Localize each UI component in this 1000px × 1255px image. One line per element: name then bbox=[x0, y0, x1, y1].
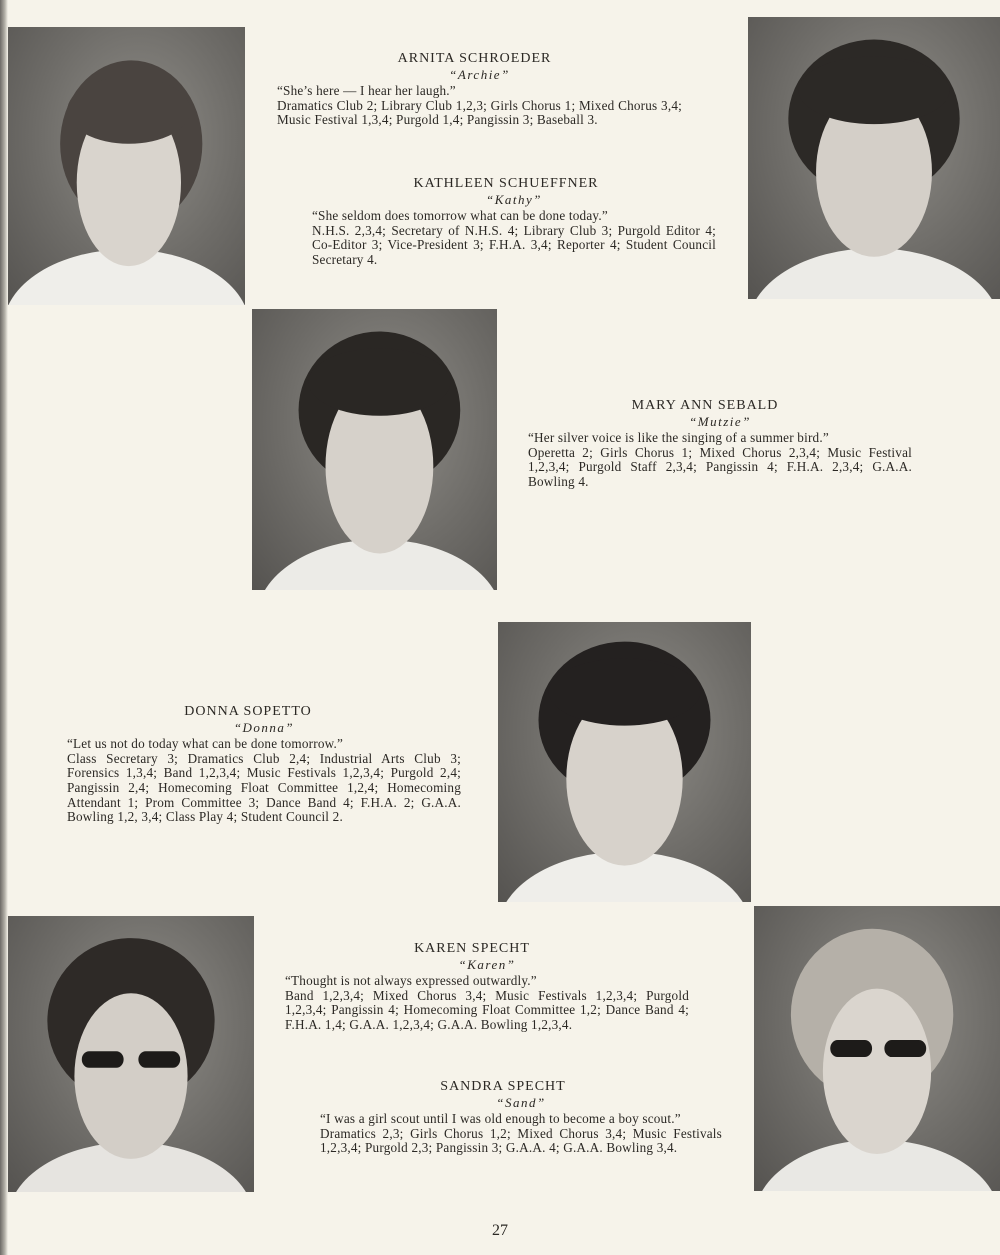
student-bio bbox=[320, 1080, 722, 1156]
student-bio bbox=[67, 705, 461, 825]
student-name: SANDRA SPECHT bbox=[440, 1079, 566, 1094]
student-bio bbox=[312, 177, 716, 268]
page-binding-edge bbox=[0, 0, 8, 1255]
student-nickname: “Mutzie” bbox=[689, 413, 751, 429]
page-number: 27 bbox=[492, 1222, 508, 1239]
student-quote: “She seldom does tomorrow what can be done today.” bbox=[312, 208, 608, 224]
student-nickname: “Archie” bbox=[449, 66, 510, 82]
portrait-photo bbox=[252, 309, 497, 590]
student-activities: Operetta 2; Girls Chorus 1; Mixed Chorus 2,3,4; Music Festival 1,2,3,4; Purgold Staff 2,3,4; Pangissin 4; F.H.A. 2,3,4; G.A.A. Bowling 4. bbox=[528, 444, 912, 489]
student-name: ARNITA SCHROEDER bbox=[397, 51, 552, 66]
student-quote: “Let us not do today what can be done tomorrow.” bbox=[67, 736, 344, 752]
portrait-photo bbox=[8, 916, 254, 1192]
student-name: KAREN SPECHT bbox=[414, 941, 530, 956]
student-quote: “Thought is not always expressed outwardly.” bbox=[285, 973, 537, 989]
student-activities: Dramatics 2,3; Girls Chorus 1,2; Mixed Chorus 3,4; Music Festivals 1,2,3,4; Purgold 2,3; Pangissin 3; G.A.A. 4; G.A.A. Bowling 3,4. bbox=[320, 1125, 722, 1156]
student-bio bbox=[277, 52, 682, 128]
student-nickname: “Donna” bbox=[233, 719, 295, 735]
student-quote: “Her silver voice is like the singing of a summer bird.” bbox=[528, 430, 829, 446]
portrait-photo bbox=[8, 27, 245, 305]
portrait-photo bbox=[748, 17, 1000, 299]
student-bio bbox=[528, 399, 912, 490]
student-quote: “I was a girl scout until I was old enough to become a boy scout.” bbox=[320, 1111, 681, 1127]
student-activities: Class Secretary 3; Dramatics Club 2,4; Industrial Arts Club 3; Forensics 1,3,4; Band 1,2,3,4; Music Festivals 1,2,3,4; Purgold 2,4; Pangissin 2,4; Homecoming Float Committee 1,2,4; Homecoming Attendant 1; Prom Committee 3; Dance Band 4; F.H.A. 2; G.A.A. Bowling 1,2, 3,4; Class Play 4; Student Council 2. bbox=[67, 750, 461, 825]
student-nickname: “Karen” bbox=[458, 956, 516, 972]
student-nickname: “Kathy” bbox=[485, 191, 542, 207]
student-activities: Dramatics Club 2; Library Club 1,2,3; Girls Chorus 1; Mixed Chorus 3,4; Music Festival 1,3,4; Purgold 1,4; Pangissin 3; Baseball 3. bbox=[277, 97, 682, 128]
student-nickname: “Sand” bbox=[496, 1094, 546, 1110]
student-name: MARY ANN SEBALD bbox=[631, 398, 779, 413]
student-bio bbox=[285, 942, 689, 1033]
portrait-photo bbox=[754, 906, 1000, 1191]
student-activities: N.H.S. 2,3,4; Secretary of N.H.S. 4; Library Club 3; Purgold Editor 4; Co-Editor 3; Vice-President 3; F.H.A. 3,4; Reporter 4; Student Council Secretary 4. bbox=[312, 222, 716, 267]
student-quote: “She’s here — I hear her laugh.” bbox=[277, 83, 456, 99]
portrait-photo bbox=[498, 622, 751, 902]
student-name: DONNA SOPETTO bbox=[184, 704, 312, 719]
student-name: KATHLEEN SCHUEFFNER bbox=[413, 176, 599, 191]
student-activities: Band 1,2,3,4; Mixed Chorus 3,4; Music Festivals 1,2,3,4; Purgold 1,2,3,4; Pangissin 4; Homecoming Float Committee 1,2; Dance Band 4; F.H.A. 1,4; G.A.A. 1,2,3,4; G.A.A. Bowling 1,2,3,4. bbox=[285, 987, 689, 1032]
